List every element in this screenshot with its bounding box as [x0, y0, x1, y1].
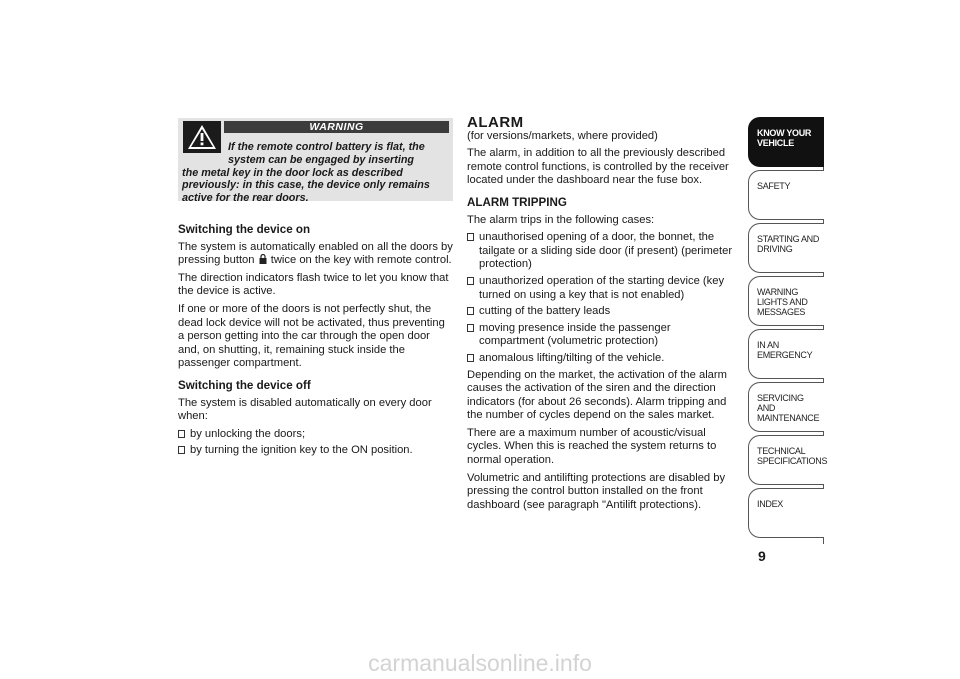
heading-switching-on: Switching the device on: [178, 223, 311, 236]
tab-starting-and-driving[interactable]: STARTING AND DRIVING: [748, 223, 824, 273]
paragraph-volumetric: Volumetric and antilifting protections are disabled by pressing the control button installed on the front dashboard (see paragraph "Antilift protections).: [467, 471, 726, 511]
list-item: moving presence inside the passenger compartment (volumetric protection): [467, 322, 737, 349]
checkbox-bullet-icon: [178, 446, 185, 454]
paragraph-enable-a: The system is automatically enabled on all the doors by pressing button: [178, 240, 453, 267]
paragraph-alarm-intro: The alarm, in addition to all the previously described remote control functions, is controlled by the receiver located under the dashboard near the fuse box.: [467, 147, 729, 187]
warning-triangle-icon: [183, 121, 221, 153]
checkbox-bullet-icon: [178, 430, 185, 438]
checkbox-bullet-icon: [467, 324, 474, 332]
list-item: unauthorised opening of a door, the bonnet, the tailgate or a sliding side door (if present) (perimeter protection): [467, 231, 737, 272]
checkbox-bullet-icon: [467, 307, 474, 315]
paragraph-disable: The system is disabled automatically on every door when:: [178, 396, 432, 423]
paragraph-trip-cases: The alarm trips in the following cases:: [467, 213, 655, 226]
paragraph-siren: Depending on the market, the activation of the alarm causes the activation of the siren and the direction indicators (for about 26 seconds). Alarm tripping and the number of cycles depend on the sales market.: [467, 368, 727, 422]
paragraph-cycles: There are a maximum number of acoustic/visual cycles. When this is reached the system returns to normal operation.: [467, 426, 717, 467]
list-item: cutting of the battery leads: [467, 305, 737, 319]
warning-box: [178, 118, 453, 205]
section-title-alarm: ALARM: [467, 114, 524, 131]
checkbox-bullet-icon: [467, 354, 474, 362]
tab-safety[interactable]: SAFETY: [748, 170, 824, 220]
checkbox-bullet-icon: [467, 277, 474, 285]
section-tabs: [748, 117, 828, 541]
warning-rest: the metal key in the door lock as described previously: in this case, the device only remains active for the rear doors.: [182, 166, 430, 205]
disable-list: [178, 428, 453, 458]
tab-index[interactable]: INDEX: [748, 488, 824, 538]
paragraph-indicators: The direction indicators flash twice to let you know that the device is active.: [178, 271, 449, 298]
warning-text: [182, 122, 449, 205]
warning-line-2: system can be engaged by inserting: [228, 153, 415, 166]
warning-title: WARNING: [224, 121, 449, 133]
left-column: [178, 118, 453, 461]
paragraph-deadlock: If one or more of the doors is not perfectly shut, the dead lock device will not be activated, thus preventing a person getting into the car through the open door and, on shutting, it, remaining stuck inside the passenger compartment.: [178, 302, 445, 370]
padlock-icon: [259, 254, 267, 264]
tab-warning-lights[interactable]: WARNING LIGHTS AND MESSAGES: [748, 276, 824, 326]
tab-in-an-emergency[interactable]: IN AN EMERGENCY: [748, 329, 824, 379]
right-column: [467, 116, 737, 516]
checkbox-bullet-icon: [467, 233, 474, 241]
tab-servicing[interactable]: SERVICING AND MAINTENANCE: [748, 382, 824, 432]
tab-know-your-vehicle[interactable]: KNOW YOUR VEHICLE: [748, 117, 824, 167]
list-item: unauthorized operation of the starting device (key turned on using a key that is not enabled): [467, 275, 737, 302]
page-number: 9: [758, 548, 766, 564]
warning-line-1: If the remote control battery is flat, the: [228, 141, 425, 153]
alarm-trip-list: [467, 231, 737, 365]
alarm-subtitle: (for versions/markets, where provided): [467, 129, 658, 142]
paragraph-enable: [178, 241, 453, 268]
heading-switching-off: Switching the device off: [178, 378, 311, 392]
tab-technical-specifications[interactable]: TECHNICAL SPECIFICATIONS: [748, 435, 824, 485]
paragraph-enable-b: twice on the key with remote control.: [270, 254, 452, 267]
list-item: by unlocking the doors;: [178, 428, 453, 442]
heading-alarm-tripping: ALARM TRIPPING: [467, 195, 567, 209]
watermark: carmanualsonline.info: [368, 650, 592, 676]
list-item: anomalous lifting/tilting of the vehicle.: [467, 352, 737, 366]
list-item: by turning the ignition key to the ON position.: [178, 444, 453, 458]
